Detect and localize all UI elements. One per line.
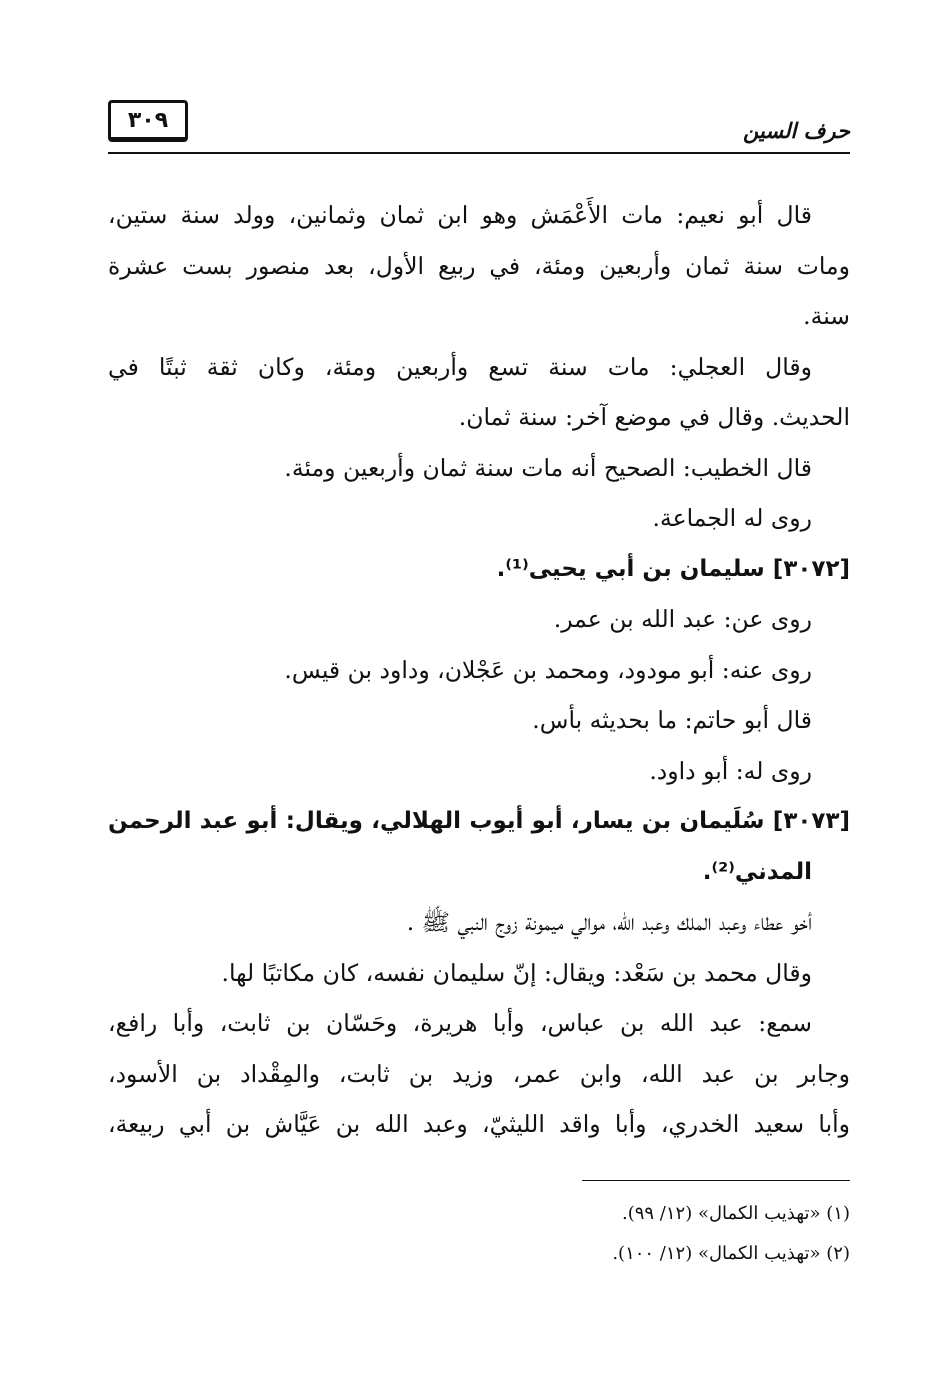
footnote-1: (١) «تهذيب الكمال» (١٢/ ٩٩). (621, 1203, 850, 1224)
entry-title-3072: [٣٠٧٢] سليمان بن أبي يحيى⁽¹⁾. (496, 555, 850, 582)
header-rule (108, 152, 850, 154)
footnotes (108, 1194, 850, 1274)
entry-title-3073: [٣٠٧٣] سُلَيمان بن يسار، أبو أيوب الهلالي، ويقال: أبو عبد الرحمن (108, 808, 850, 834)
text-line: روى له: أبو داود. (649, 756, 812, 785)
footnote-2: (٢) «تهذيب الكمال» (١٢/ ١٠٠). (612, 1243, 850, 1264)
text-line: الحديث. وقال في موضع آخر: سنة ثمان. (458, 403, 850, 431)
text-line: روى عنه: أبو مودود، ومحمد بن عَجْلان، وداود بن قيس. (284, 655, 812, 684)
text-line: وجابر بن عبد الله، وابن عمر، وزيد بن ثابت، والمِقْداد بن الأسود، (108, 1059, 850, 1088)
footnote-separator (582, 1180, 850, 1181)
text-line: قال أبو حاتم: ما بحديثه بأس. (532, 706, 812, 734)
entry-title-3073-cont: المدني⁽²⁾. (702, 858, 812, 885)
section-title: حرف السين (743, 118, 850, 143)
text-line: سمع: عبد الله بن عباس، وأبا هريرة، وحَسّان بن ثابت، وأبا رافع، (108, 1009, 812, 1037)
page-number: ٣٠٩ (108, 100, 188, 142)
text-line: قال الخطيب: الصحيح أنه مات سنة ثمان وأربعين ومئة. (284, 453, 812, 482)
text-line: قال أبو نعيم: مات الأَعْمَش وهو ابن ثمان وثمانين، وولد سنة ستين، (108, 201, 812, 229)
text-line: روى عن: عبد الله بن عمر. (553, 605, 812, 633)
body-text (108, 190, 850, 1150)
text-line: سنة. (803, 302, 850, 330)
text-line: أخو عطاء وعبد الملك وعبد الله، موالي ميمونة زوج النبي ﷺ . (406, 908, 812, 936)
text-line: ومات سنة ثمان وأربعين ومئة، في ربيع الأول، بعد منصور بست عشرة (108, 251, 850, 280)
page-header (108, 100, 850, 156)
text-line: وأبا سعيد الخدري، وأبا واقد الليثيّ، وعبد الله بن عَيَّاش بن أبي ربيعة، (108, 1110, 850, 1138)
text-line: وقال محمد بن سَعْد: ويقال: إنّ سليمان نفسه، كان مكاتبًا لها. (221, 958, 812, 987)
text-line: وقال العجلي: مات سنة تسع وأربعين ومئة، وكان ثقة ثبتًا في (108, 352, 812, 381)
text-line: روى له الجماعة. (652, 504, 812, 532)
